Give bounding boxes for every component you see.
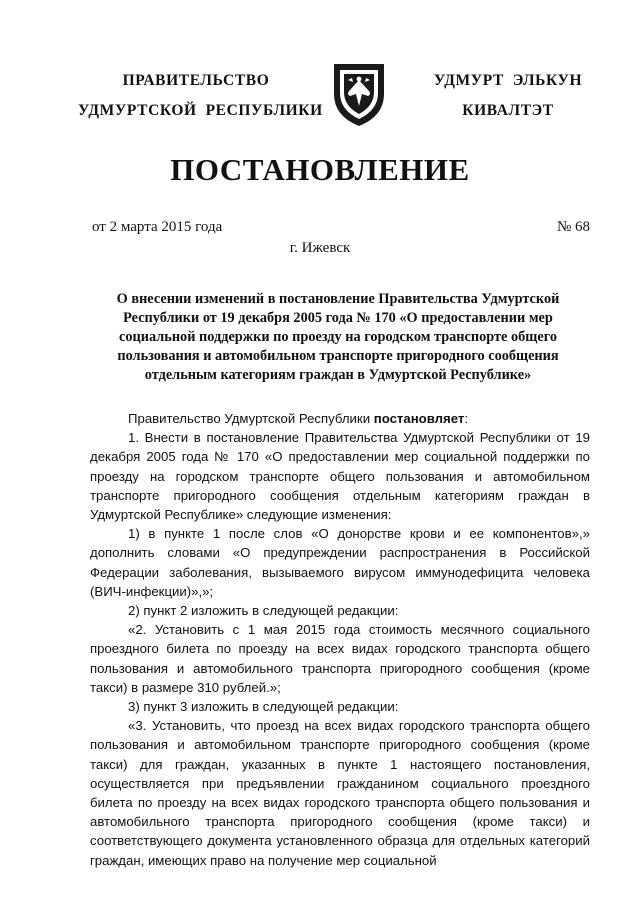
document-number: № 68 [556,219,590,235]
p1-prefix: Правительство Удмуртской Республики [128,411,374,426]
document-type: ПОСТАНОВЛЕНИЕ [170,152,470,187]
header-left-line1: ПРАВИТЕЛЬСТВО [122,72,270,89]
body-paragraph-6: 3) пункт 3 изложить в следующей редакции: [128,699,399,715]
header-left-line2: УДМУРТСКОЙ РЕСПУБЛИКИ [78,102,323,119]
udmurt-coat-of-arms-icon [328,60,390,128]
header-right-line2: КИВАЛТЭТ [462,102,554,119]
header-right [420,66,596,126]
p1-bold: постановляет [373,411,465,426]
header-left [78,66,323,126]
body-paragraph-1 [90,409,590,428]
body-paragraph-3: 1) в пункте 1 после слов «О донорстве крови и ее компонентов»,» дополнить словами «О предупреждении распространения в Российской Федерации заболевания, вызываемого вирусом иммунодефицита человека (ВИЧ-инфекции)»,»; [90,526,590,599]
body-paragraph-2: 1. Внести в постановление Правительства Удмуртской Республики от 19 декабря 2005 года № 170 «О предоставлении мер социальной поддержки по проезду на городском транспорте общего пользования и автомобильном транспорте пригородного сообщения отдельным категориям граждан в Удмуртской Республике» следующие изменения: [90,430,590,523]
header-right-line1: УДМУРТ ЭЛЬКУН [433,72,583,89]
document-date: от 2 марта 2015 года [92,219,223,235]
document-body [90,409,590,870]
document-title: О внесении изменений в постановление Правительства Удмуртской Республики от 19 декабря 2005 года № 170 «О предоставлении мер социальной поддержки по проезду на городском транспорте общего пользования и автомобильном транспорте пригородного сообщения отдельным категориям граждан в Удмуртской Республике» [116,291,560,383]
document-city: г. Ижевск [289,240,351,256]
body-paragraph-4: 2) пункт 2 изложить в следующей редакции: [128,603,399,619]
body-paragraph-5: «2. Установить с 1 мая 2015 года стоимость месячного социального проездного билета по проезду на всех видах городского транспорта общего пользования и автомобильного транспорта пригородного сообщения (кроме такси) в размере 310 рублей.»; [90,622,590,695]
p1-suffix: : [464,411,469,426]
body-paragraph-7: «3. Установить, что проезд на всех видах городского транспорта общего пользования и автомобильном транспорте пригородного сообщения (кроме такси) для граждан, указанных в пункте 1 настоящего постановления, осуществляется при предъявлении гражданином социального проездного билета по проезду на всех видах городского транспорта общего пользования и автомобильного транспорта пригородного сообщения (кроме такси) и соответствующего документа установленного образца для отдельных категорий граждан, имеющих право на получение мер социальной [90,718,590,868]
